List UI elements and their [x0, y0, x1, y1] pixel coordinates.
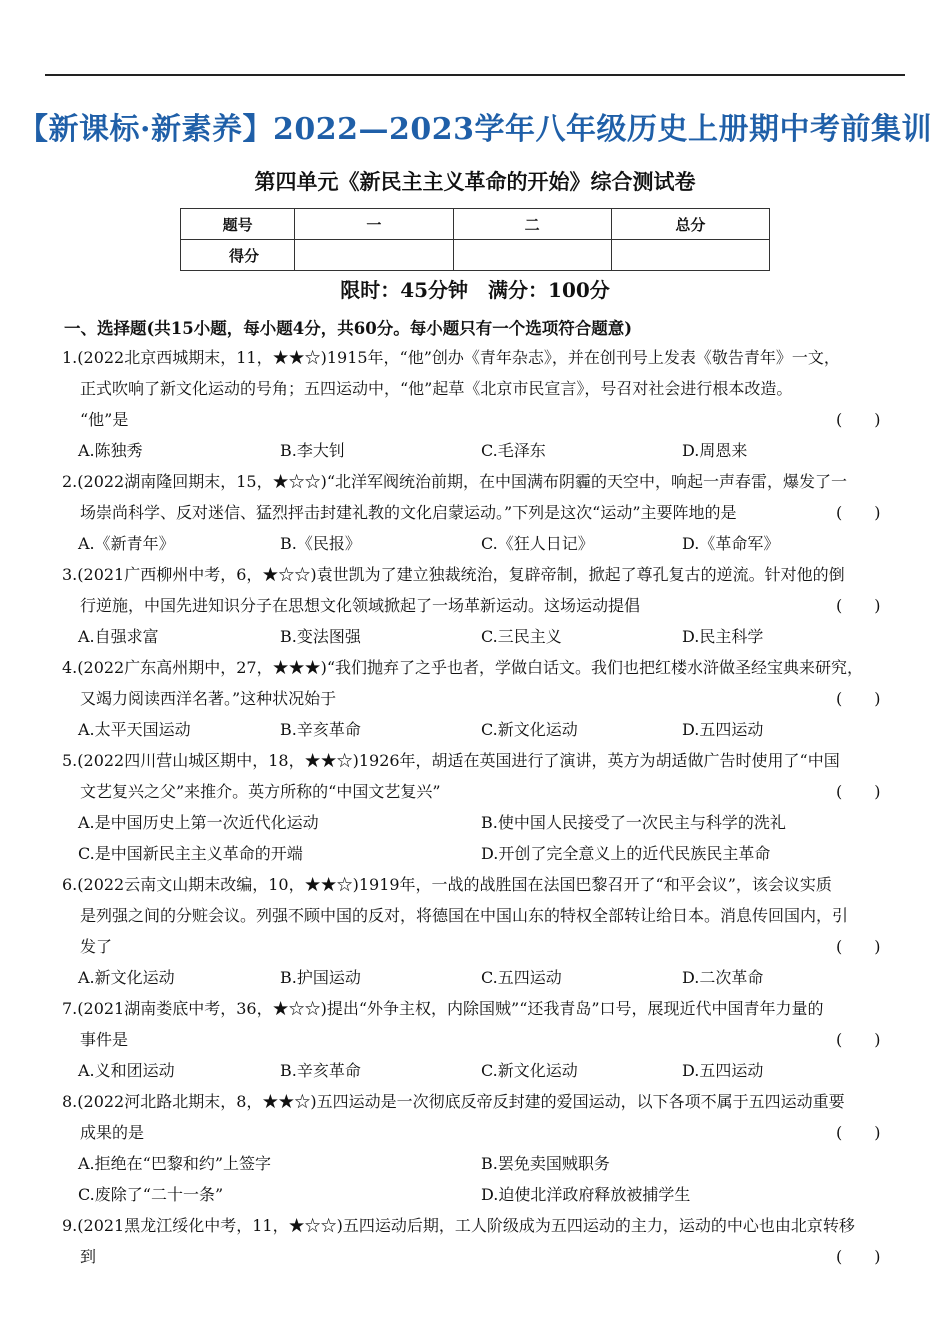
time-score-limits: 限时：45分钟 满分：100分	[340, 278, 610, 302]
question-4-option[interactable]: B.辛亥革命	[280, 720, 361, 739]
question-number: 5.	[62, 751, 78, 770]
question-1-option[interactable]: A.陈独秀	[78, 441, 143, 460]
question-text: (2022湖南隆回期末，15，★☆☆)“北洋军阀统治前期，在中国满布阴霾的天空中，响起一声春雷，爆发了一	[77, 472, 848, 491]
question-number: 7.	[62, 999, 78, 1018]
question-2-option[interactable]: C.《狂人日记》	[481, 534, 594, 553]
score-header-label: 题号	[181, 209, 295, 240]
question-number: 2.	[62, 472, 78, 491]
score-header-part2: 二	[453, 209, 611, 240]
question-4-option[interactable]: D.五四运动	[682, 720, 764, 739]
question-7-line	[62, 996, 824, 1019]
question-number: 8.	[62, 1092, 78, 1111]
question-text: (2021湖南娄底中考，36，★☆☆)提出“外争主权，内除国贼”“还我青岛”口号，展现近代中国青年力量的	[77, 999, 824, 1018]
question-5-option[interactable]: D.开创了完全意义上的近代民族民主革命	[481, 844, 771, 863]
question-3-option[interactable]: B.变法图强	[280, 627, 361, 646]
answer-blank[interactable]: ( )	[836, 1030, 881, 1049]
question-2-option[interactable]: D.《革命军》	[682, 534, 780, 553]
question-7-option[interactable]: B.辛亥革命	[280, 1061, 361, 1080]
question-2-option[interactable]: A.《新青年》	[78, 534, 175, 553]
score-table	[180, 208, 770, 271]
question-7-line: 事件是	[80, 1030, 129, 1049]
question-3-line	[62, 562, 845, 585]
score-header-total: 总分	[611, 209, 769, 240]
question-6-option[interactable]: A.新文化运动	[78, 968, 175, 987]
question-7-option[interactable]: A.义和团运动	[78, 1061, 175, 1080]
score-cell-part1[interactable]	[295, 240, 453, 271]
question-number: 6.	[62, 875, 78, 894]
question-1-line: 正式吹响了新文化运动的号角；五四运动中，“他”起草《北京市民宣言》，号召对社会进行根本改造。	[80, 379, 793, 398]
question-5-option[interactable]: C.是中国新民主主义革命的开端	[78, 844, 303, 863]
answer-blank[interactable]: ( )	[836, 782, 881, 801]
question-9-line: 到	[80, 1247, 97, 1266]
question-6-option[interactable]: D.二次革命	[682, 968, 764, 987]
score-cell-total[interactable]	[611, 240, 769, 271]
answer-blank[interactable]: ( )	[836, 410, 881, 429]
question-8-option[interactable]: C.废除了“二十一条”	[78, 1185, 224, 1204]
answer-blank[interactable]: ( )	[836, 503, 881, 522]
score-cell-part2[interactable]	[453, 240, 611, 271]
question-6-line: 是列强之间的分赃会议。列强不顾中国的反对，将德国在中国山东的特权全部转让给日本。消息传回国内，引	[80, 906, 849, 925]
question-2-option[interactable]: B.《民报》	[280, 534, 361, 553]
question-4-option[interactable]: C.新文化运动	[481, 720, 578, 739]
question-text: (2022北京西城期末，11，★★☆)1915年，“他”创办《青年杂志》，并在创刊号上发表《敬告青年》一文，	[77, 348, 840, 367]
question-3-option[interactable]: C.三民主义	[481, 627, 562, 646]
answer-blank[interactable]: ( )	[836, 1123, 881, 1142]
answer-blank[interactable]: ( )	[836, 1247, 881, 1266]
question-4-option[interactable]: A.太平天国运动	[78, 720, 191, 739]
question-8-option[interactable]: B.罢免卖国贼职务	[481, 1154, 610, 1173]
top-rule	[45, 74, 905, 76]
question-5-option[interactable]: A.是中国历史上第一次近代化运动	[78, 813, 319, 832]
question-1-line: “他”是	[80, 410, 129, 429]
question-3-option[interactable]: A.自强求富	[78, 627, 159, 646]
question-5-line	[62, 748, 840, 771]
answer-blank[interactable]: ( )	[836, 937, 881, 956]
question-6-option[interactable]: C.五四运动	[481, 968, 562, 987]
answer-blank[interactable]: ( )	[836, 689, 881, 708]
score-row-label: 得分	[181, 240, 295, 271]
question-6-option[interactable]: B.护国运动	[280, 968, 361, 987]
banner-title: 【新课标·新素养】2022—2023学年八年级历史上册期中考前集训	[18, 112, 932, 147]
question-text: (2021广西柳州中考，6，★☆☆)袁世凯为了建立独裁统治，复辟帝制，掀起了尊孔复古的逆流。针对他的倒	[77, 565, 845, 584]
question-1-option[interactable]: C.毛泽东	[481, 441, 546, 460]
question-1-option[interactable]: D.周恩来	[682, 441, 748, 460]
question-number: 3.	[62, 565, 78, 584]
question-3-option[interactable]: D.民主科学	[682, 627, 764, 646]
question-7-option[interactable]: C.新文化运动	[481, 1061, 578, 1080]
question-text: (2022广东高州期中，27，★★★)“我们抛弃了之乎也者，学做白话文。我们也把红楼水浒做圣经宝典来研究，	[77, 658, 864, 677]
score-header-part1: 一	[295, 209, 453, 240]
question-text: (2021黑龙江绥化中考，11，★☆☆)五四运动后期，工人阶级成为五四运动的主力，运动的中心也由北京转移	[77, 1216, 855, 1235]
section-title: 一、选择题(共15小题，每小题4分，共60分。每小题只有一个选项符合题意)	[64, 319, 633, 338]
question-6-line	[62, 872, 832, 895]
question-4-line: 又竭力阅读西洋名著。”这种状况始于	[80, 689, 337, 708]
answer-blank[interactable]: ( )	[836, 596, 881, 615]
question-number: 9.	[62, 1216, 78, 1235]
question-5-option[interactable]: B.使中国人民接受了一次民主与科学的洗礼	[481, 813, 786, 832]
question-9-line	[62, 1213, 855, 1236]
question-7-option[interactable]: D.五四运动	[682, 1061, 764, 1080]
question-1-option[interactable]: B.李大钊	[280, 441, 345, 460]
question-8-line: 成果的是	[80, 1123, 145, 1142]
question-3-line: 行逆施，中国先进知识分子在思想文化领域掀起了一场革新运动。这场运动提倡	[80, 596, 641, 615]
question-text: (2022河北路北期末，8，★★☆)五四运动是一次彻底反帝反封建的爱国运动，以下各项不属于五四运动重要	[77, 1092, 845, 1111]
question-4-line	[62, 655, 863, 678]
question-1-line	[62, 345, 840, 368]
question-5-line: 文艺复兴之父”来推介。英方所称的“中国文艺复兴”	[80, 782, 441, 801]
question-6-line: 发了	[80, 937, 113, 956]
question-8-option[interactable]: A.拒绝在“巴黎和约”上签字	[78, 1154, 272, 1173]
question-2-line	[62, 469, 847, 492]
question-text: (2022云南文山期末改编，10，★★☆)1919年，一战的战胜国在法国巴黎召开了“和平会议”，该会议实质	[77, 875, 832, 894]
test-title: 第四单元《新民主主义革命的开始》综合测试卷	[254, 169, 696, 194]
question-8-line	[62, 1089, 845, 1112]
question-number: 4.	[62, 658, 78, 677]
question-8-option[interactable]: D.迫使北洋政府释放被捕学生	[481, 1185, 691, 1204]
question-2-line: 场崇尚科学、反对迷信、猛烈抨击封建礼教的文化启蒙运动。”下列是这次“运动”主要阵地的是	[80, 503, 737, 522]
question-text: (2022四川营山城区期中，18，★★☆)1926年，胡适在英国进行了演讲，英方为胡适做广告时使用了“中国	[77, 751, 840, 770]
question-number: 1.	[62, 348, 78, 367]
